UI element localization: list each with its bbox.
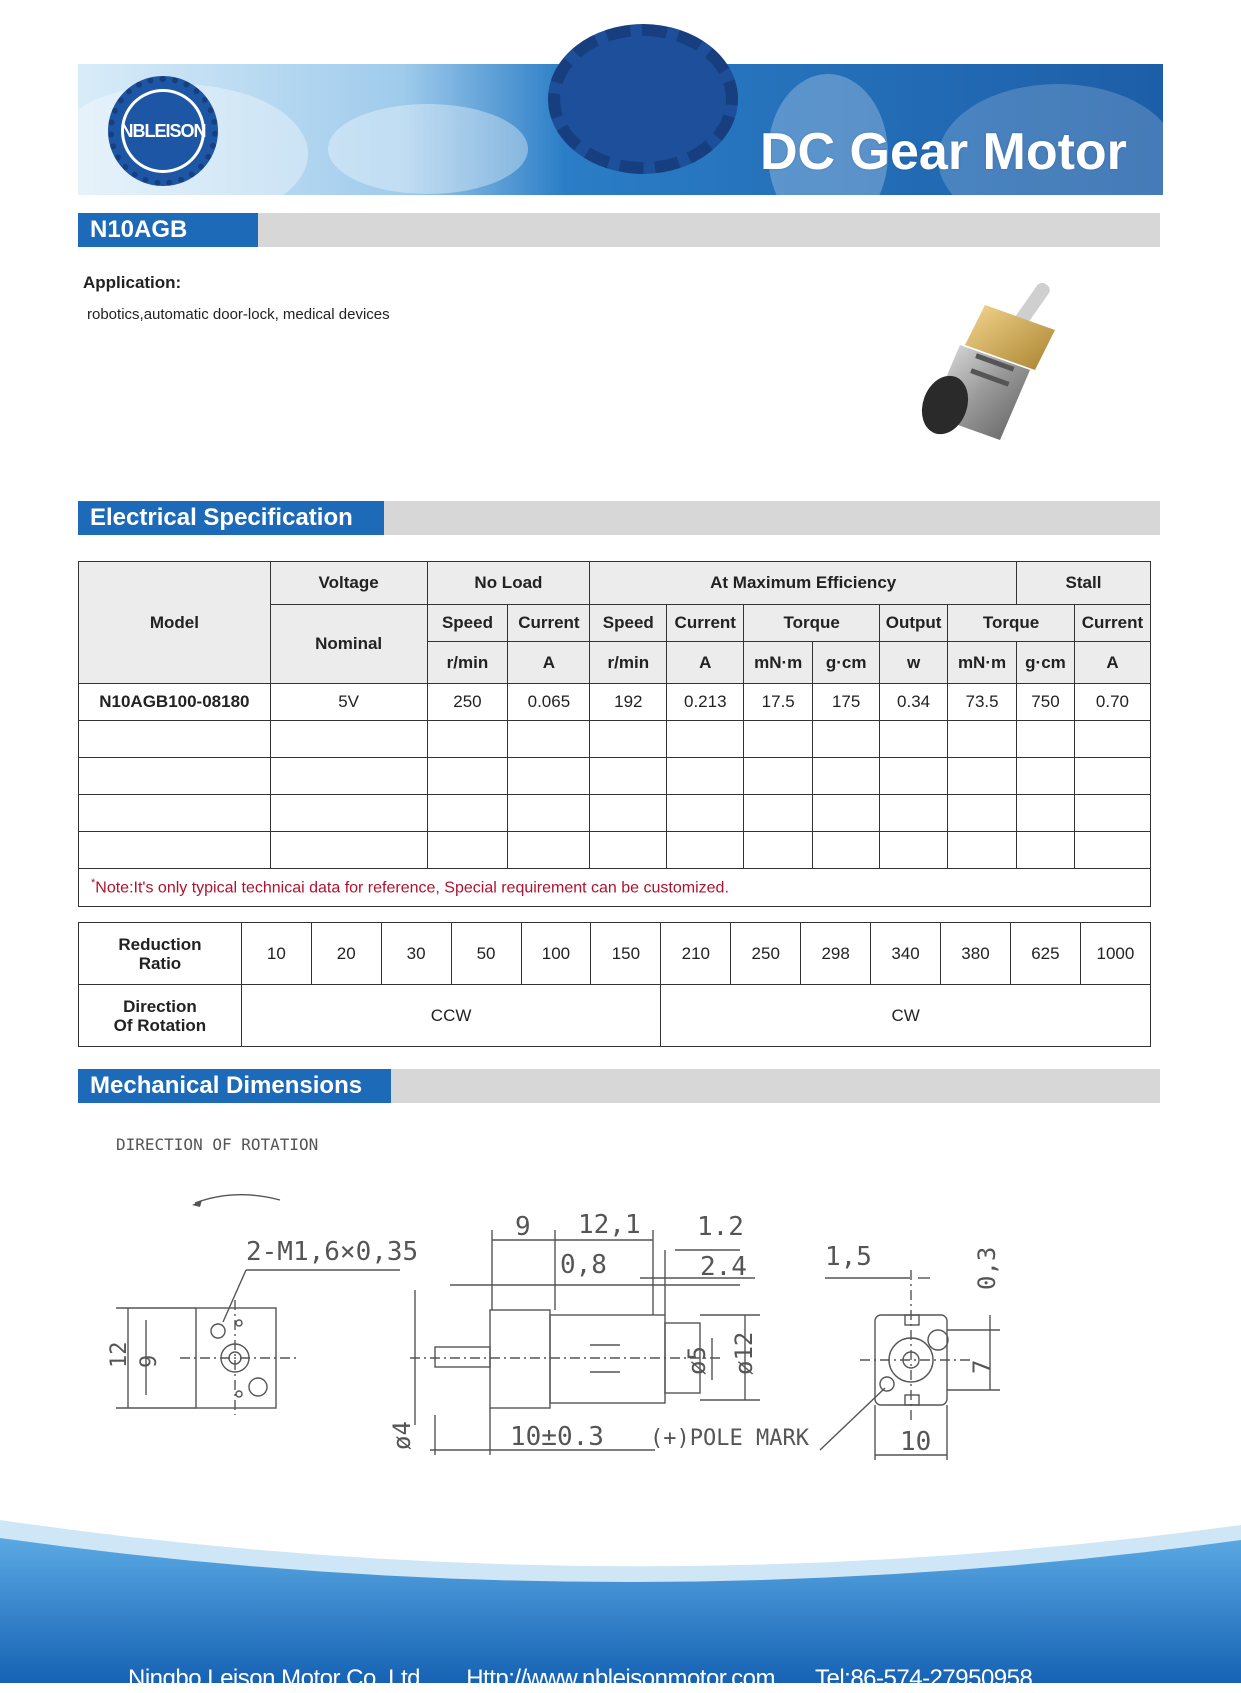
pole-mark-label: (+)POLE MARK [650,1426,809,1451]
header-speed: Speed [590,605,667,642]
reduction-ratio-table [78,922,1151,1047]
ratio-value: 30 [381,923,451,985]
header-current: Current [667,605,744,642]
cell-model: N10AGB100-08180 [79,684,271,721]
unit-w: w [880,642,948,684]
footer-contact [128,1665,1128,1693]
cell-eff-current: 0.213 [667,684,744,721]
company-logo [108,76,218,186]
unit-mnm: mN·m [744,642,813,684]
unit-gcm: g·cm [1017,642,1075,684]
cell-noload-speed: 250 [427,684,508,721]
dim-phi4: ø4 [388,1421,416,1450]
dim-1-2: 1.2 [697,1212,744,1242]
dim-10-tol: 10±0.3 [510,1422,604,1452]
footer-website[interactable]: Http://www.nbleisonmotor.com [466,1665,775,1692]
unit-rmin: r/min [590,642,667,684]
ratio-value: 50 [451,923,521,985]
ratio-value: 1000 [1080,923,1150,985]
mechanical-section-bar [78,1069,1160,1103]
header-stall: Stall [1017,562,1151,605]
note-text: Note:It's only typical technicai data for reference, Special requirement can be customized. [95,879,729,897]
footer-telephone: Tel:86-574-27950958 [814,1665,1033,1692]
dim-9b: 9 [515,1212,531,1242]
ratio-value: 298 [801,923,871,985]
cell-stall-current: 0.70 [1074,684,1150,721]
unit-rmin: r/min [427,642,508,684]
cell-eff-torque-mnm: 17.5 [744,684,813,721]
cell-voltage: 5V [270,684,427,721]
application-label: Application: [83,273,182,292]
header-no-load: No Load [427,562,590,605]
electrical-spec-table [78,561,1151,907]
dim-thread: 2-M1,6×0,35 [246,1237,419,1267]
note-mark: * [91,877,96,890]
dim-0-8: 0,8 [560,1250,607,1280]
table-row-empty [79,721,1151,758]
cell-eff-output: 0.34 [880,684,948,721]
model-title: N10AGB [78,213,258,247]
dim-9: 9 [137,1354,162,1368]
cell-eff-torque-gcm: 175 [813,684,880,721]
header-speed: Speed [427,605,508,642]
dim-2-4: 2.4 [700,1252,747,1282]
dim-0-3: 0,3 [973,1246,1001,1290]
header-torque: Torque [744,605,880,642]
dim-1-5: 1,5 [825,1242,872,1272]
ratio-value: 210 [661,923,731,985]
ratio-value: 250 [731,923,801,985]
motor-photo [905,275,1085,455]
ratio-value: 625 [1010,923,1080,985]
dim-12-1: 12,1 [578,1210,641,1240]
banner-title: DC Gear Motor [760,123,1127,181]
model-bar [78,213,1160,247]
header-voltage: Voltage [270,562,427,605]
header-model: Model [79,562,271,684]
electrical-section-title: Electrical Specification [78,501,384,535]
electrical-section-bar [78,501,1160,535]
dim-7: 7 [968,1359,996,1374]
mechanical-section-title: Mechanical Dimensions [78,1069,391,1103]
direction-ccw: CCW [241,985,660,1047]
logo-text: NBLEISON [121,89,205,173]
ratio-value: 20 [311,923,381,985]
table-row-empty [79,795,1151,832]
unit-mnm: mN·m [948,642,1017,684]
cell-stall-torque-gcm: 750 [1017,684,1075,721]
direction-label: Direction Of Rotation [79,985,242,1047]
dim-phi5: ø5 [683,1346,711,1375]
ratio-value: 10 [241,923,311,985]
ratio-value: 380 [941,923,1011,985]
table-row-empty [79,832,1151,869]
rotation-arrow [195,1195,280,1203]
ratio-value: 150 [591,923,661,985]
dim-10: 10 [900,1427,932,1457]
ratio-row [79,923,1151,985]
cell-stall-torque-mnm: 73.5 [948,684,1017,721]
direction-cw: CW [661,985,1151,1047]
mechanical-drawing [100,1135,1100,1490]
unit-a: A [508,642,590,684]
unit-a: A [1074,642,1150,684]
spec-note [79,869,1151,907]
table-row-empty [79,758,1151,795]
unit-a: A [667,642,744,684]
header-nominal: Nominal [270,605,427,684]
footer-company: Ningbo Leison Motor Co.,Ltd. [128,1665,427,1692]
footer-band [0,1520,1241,1683]
cell-noload-current: 0.065 [508,684,590,721]
gear-graphic [548,24,738,174]
table-row [79,684,1151,721]
direction-of-rotation-label: DIRECTION OF ROTATION [116,1135,319,1154]
application-text: robotics,automatic door-lock, medical devices [87,306,390,323]
dim-12: 12 [107,1341,132,1368]
ratio-label: Reduction Ratio [79,923,242,985]
header-torque: Torque [948,605,1075,642]
header-current: Current [1074,605,1150,642]
direction-row [79,985,1151,1047]
ratio-value: 100 [521,923,591,985]
ratio-value: 340 [871,923,941,985]
dim-phi12: ø12 [730,1331,758,1375]
header-max-efficiency: At Maximum Efficiency [590,562,1017,605]
header-output: Output [880,605,948,642]
cell-eff-speed: 192 [590,684,667,721]
unit-gcm: g·cm [813,642,880,684]
header-current: Current [508,605,590,642]
